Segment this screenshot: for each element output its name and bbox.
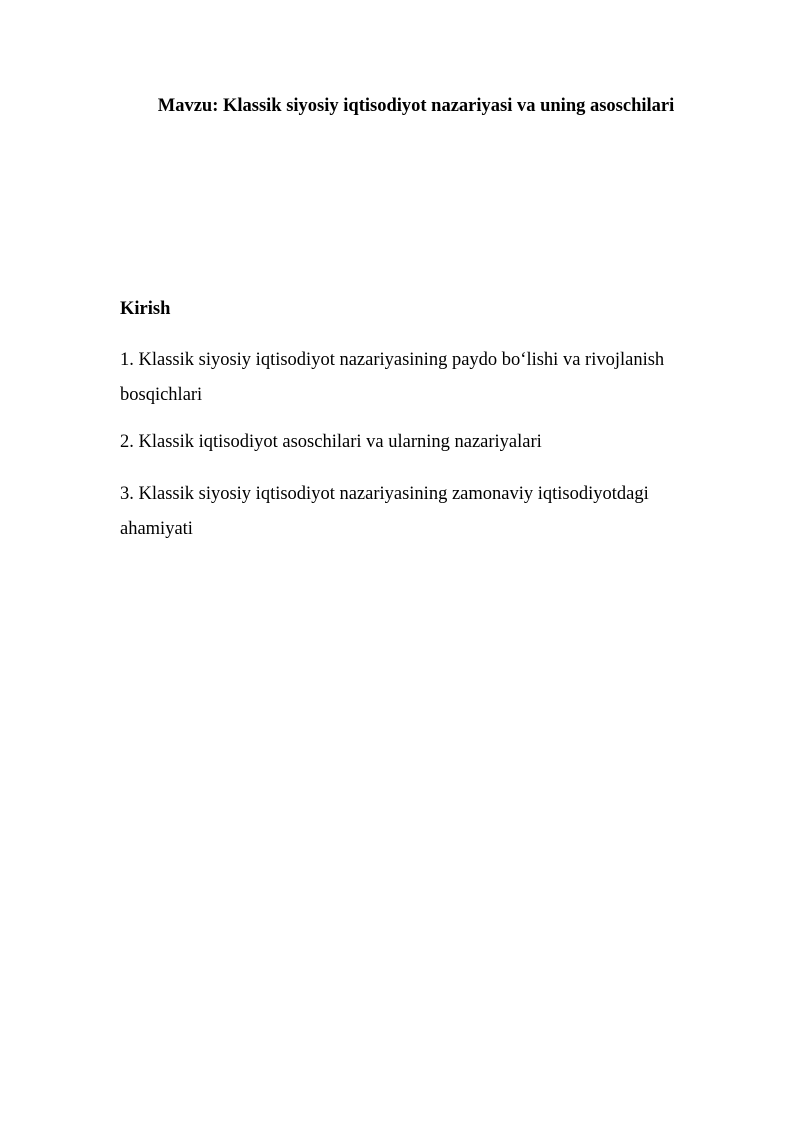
section-heading: Kirish	[120, 299, 171, 319]
contents-item-1: 1. Klassik siyosiy iqtisodiyot nazariyasining paydo bo‘lishi va rivojlanish bosqichlari	[120, 350, 665, 405]
document-title: Mavzu: Klassik siyosiy iqtisodiyot nazariyasi va uning asoschilari	[157, 96, 675, 116]
contents-item-2: 2. Klassik iqtisodiyot asoschilari va ularning nazariyalari	[120, 432, 542, 452]
contents-item-3: 3. Klassik siyosiy iqtisodiyot nazariyasining zamonaviy iqtisodiyotdagi ahamiyati	[120, 484, 649, 539]
